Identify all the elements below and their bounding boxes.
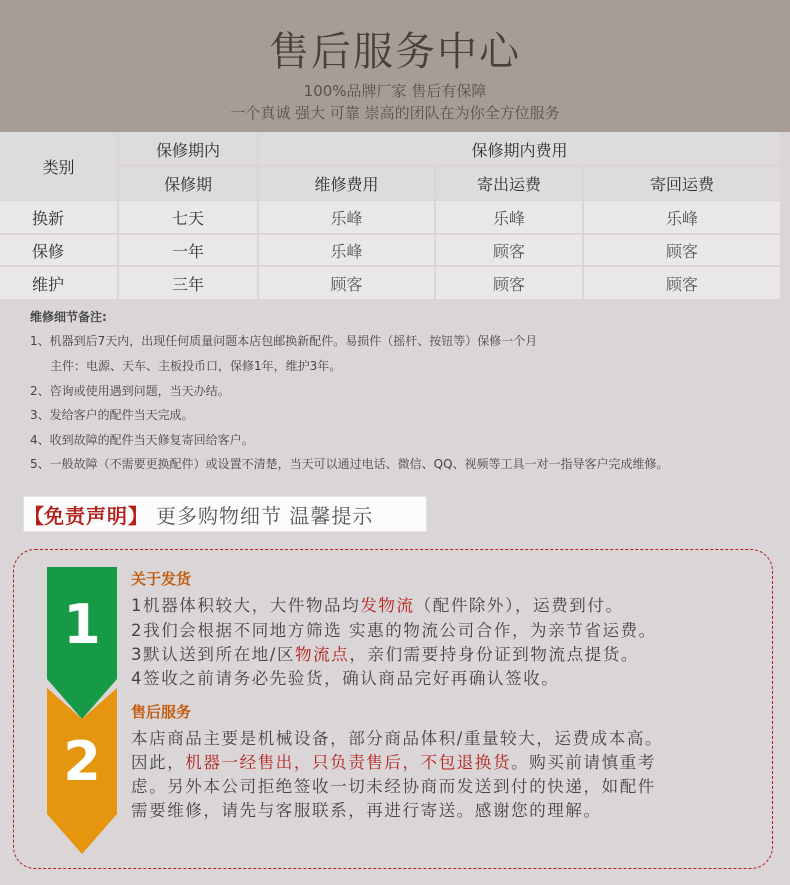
row-ship-back: 顾客	[584, 235, 780, 265]
highlight-text: 物流点	[295, 645, 350, 664]
warranty-in-header: 保修期内	[119, 133, 257, 165]
row-repair: 乐峰	[259, 235, 434, 265]
row-ship-back: 顾客	[584, 267, 780, 299]
section-1-line	[131, 617, 657, 641]
section-2-line	[131, 749, 656, 773]
row-ship-out: 顾客	[436, 267, 582, 299]
row-repair: 顾客	[259, 267, 434, 299]
notes-line: 1、机器到后7天内，出现任何质量问题本店包邮换新配件。易损件（摇杆、按钮等）保修一个月	[30, 334, 538, 348]
text: 。购买前请慎重考	[511, 753, 656, 772]
bracket-close: 】	[128, 503, 148, 528]
text: 需要维修，请先与客服联系，再进行寄送。感谢您的理解。	[131, 801, 602, 820]
row-repair: 乐峰	[259, 201, 434, 233]
highlight-text: 发物流	[360, 596, 415, 615]
ship-out-fee-header: 寄出运费	[436, 167, 582, 199]
warranty-period-header: 保修期	[119, 167, 257, 199]
section-2-title: 售后服务	[131, 703, 192, 721]
text: ，亲们需要持身份证到物流点提货。	[349, 645, 639, 664]
step-1-number: 1	[63, 593, 101, 656]
section-1-title: 关于发货	[131, 570, 192, 588]
warranty-table	[0, 133, 790, 299]
step-2-number: 2	[63, 730, 101, 793]
text: 本店商品主要是机械设备，部分商品体积/重量较大，运费成本高。	[131, 729, 664, 748]
notes-line: 2、咨询或使用遇到问题，当天办结。	[30, 384, 230, 398]
row-ship-out: 顾客	[436, 235, 582, 265]
notes-line: 3、发给客户的配件当天完成。	[30, 408, 194, 422]
notes-line: 4、收到故障的配件当天修复寄回给客户。	[30, 433, 254, 447]
notes-title: 维修细节备注:	[30, 310, 107, 324]
repair-fee-header: 维修费用	[259, 167, 434, 199]
section-1-line	[131, 665, 559, 689]
section-2-line	[131, 773, 656, 797]
highlight-text: 机器一经售出，只负责售后，不包退换货	[185, 753, 512, 772]
text: 2我们会根据不同地方筛选 实惠的物流公司合作，为亲节省运费。	[131, 621, 657, 640]
row-category: 维护	[0, 267, 117, 299]
notes-line: 5、一般故障（不需要更换配件）或设置不清楚，当天可以通过电话、微信、QQ、视频等工具一对一指导客户完成维修。	[30, 457, 669, 471]
text: 虑。另外本公司拒绝签收一切未经协商而发送到付的快递，如配件	[131, 777, 656, 796]
warranty-fee-header: 保修期内费用	[259, 133, 780, 165]
row-period: 七天	[119, 201, 257, 233]
header-subtitle-1: 100%品牌厂家 售后有保障	[303, 82, 487, 100]
row-period: 三年	[119, 267, 257, 299]
section-2-line	[131, 797, 602, 821]
ship-back-fee-header: 寄回运费	[584, 167, 780, 199]
page-title: 售后服务中心	[269, 29, 521, 75]
text: 4签收之前请务必先验货，确认商品完好再确认签收。	[131, 669, 560, 688]
disclaimer-subtitle: 更多购物细节 温馨提示	[156, 503, 374, 528]
bracket-open: 【	[24, 503, 44, 528]
section-1-line	[131, 641, 639, 665]
text: 3默认送到所在地/区	[131, 645, 296, 664]
section-2-line	[131, 725, 663, 749]
text: 1机器体积较大，大件物品均	[131, 596, 361, 615]
row-period: 一年	[119, 235, 257, 265]
header-banner	[0, 0, 790, 132]
row-category: 换新	[0, 201, 117, 233]
header-subtitle-2: 一个真诚 强大 可靠 崇高的团队在为你全方位服务	[230, 104, 560, 122]
category-header: 类别	[0, 133, 117, 199]
disclaimer-tag	[24, 497, 426, 531]
row-ship-back: 乐峰	[584, 201, 780, 233]
step-2-arrow	[47, 688, 117, 854]
disclaimer-label: 免责声明	[44, 503, 128, 528]
section-1-line	[131, 592, 624, 616]
row-category: 保修	[0, 235, 117, 265]
notes-line: 主件：电源、天车、主板投币口，保修1年，维护3年。	[50, 359, 342, 373]
text: （配件除外），运费到付。	[414, 596, 624, 615]
row-ship-out: 乐峰	[436, 201, 582, 233]
text: 因此，	[131, 753, 186, 772]
